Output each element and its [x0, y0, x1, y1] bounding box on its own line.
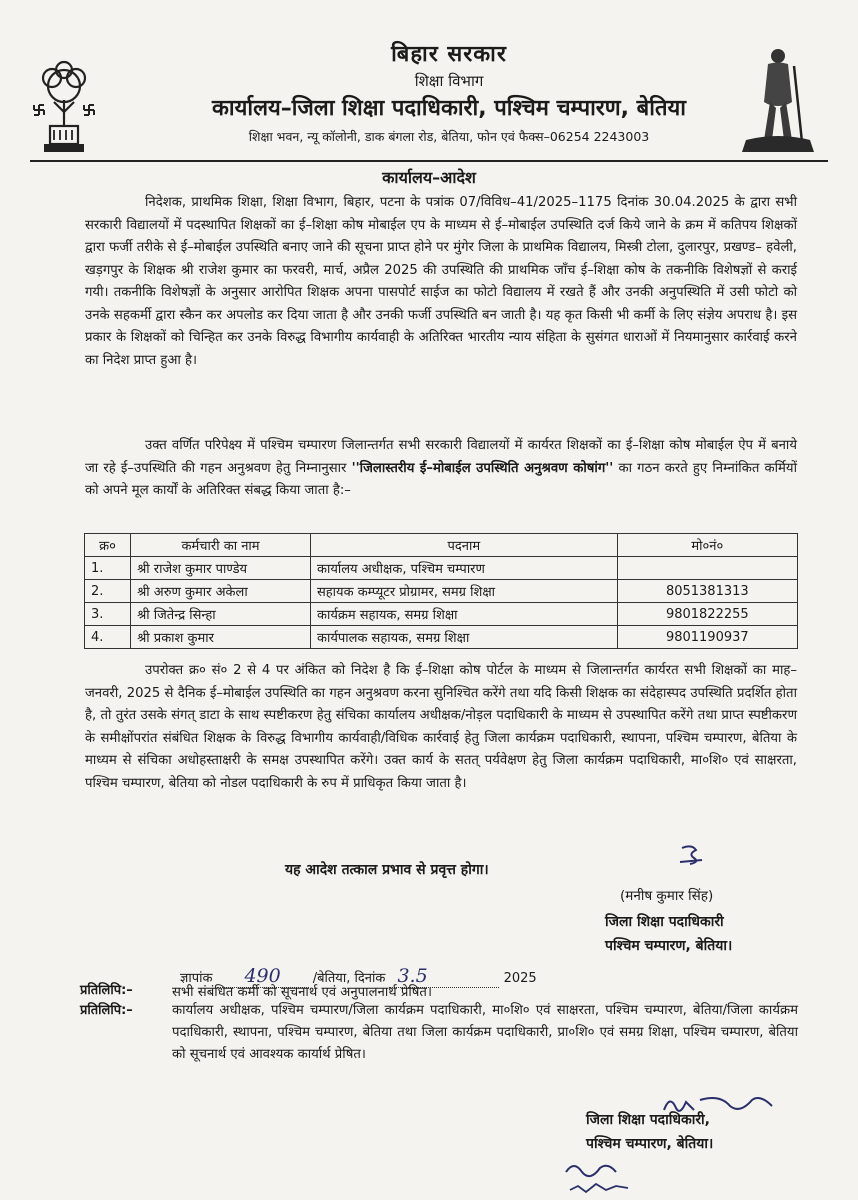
copy-text-1: सभी संबंधित कर्मी को सूचनार्थ एवं अनुपालनार्थ प्रेषित। [172, 985, 432, 1000]
table-row [85, 626, 798, 649]
memo-number: 490 [244, 965, 281, 987]
letterhead [150, 40, 748, 146]
office-name: कार्यालय–जिला शिक्षा पदाधिकारी, पश्चिम चम्पारण, बेतिया [212, 96, 686, 121]
cell-mobile: 9801822255 [617, 603, 797, 626]
effect-statement: यह आदेश तत्काल प्रभाव से प्रवृत्त होगा। [285, 862, 489, 878]
table-row [85, 603, 798, 626]
handwritten-initial-icon [676, 842, 706, 868]
signatory2-place: पश्चिम चम्पारण, बेतिया। [586, 1136, 714, 1152]
memo-label: ज्ञापांक [180, 971, 213, 986]
cell-serial: 3. [85, 603, 131, 626]
cell-name: श्री जितेन्द्र सिन्हा [131, 603, 311, 626]
paragraph-cell-text-2: का गठन करते हुए निम्नांकित कर्मियों को अपने मूल कार्यों के अतिरिक्त संबद्ध किया जाता है:– [85, 460, 797, 498]
cell-designation: कार्यक्रम सहायक, समग्र शिक्षा [310, 603, 617, 626]
order-title: कार्यालय–आदेश [382, 168, 476, 187]
cell-serial: 2. [85, 580, 131, 603]
cell-name-bold: ''जिलास्तरीय ई–मोबाईल उपस्थिति अनुश्रवण कोषांग'' [351, 460, 614, 476]
table-row [85, 580, 798, 603]
cell-mobile: 9801190937 [617, 626, 797, 649]
paragraph-cell-formation [85, 435, 797, 503]
office-address: शिक्षा भवन, न्यू कॉलोनी, डाक बंगला रोड, बेतिया, फोन एवं फैक्स–06254 2243003 [248, 129, 650, 144]
memo-date: 3.5 [397, 965, 428, 987]
paragraph-instructions: उपरोक्त क्र० सं० 2 से 4 पर अंकित को निदेश है कि ई–शिक्षा कोष पोर्टल के माध्यम से जिलान्तर्गत कार्यरत सभी शिक्षकों का माह– जनवरी, 2025 से दैनिक ई–मोबाईल उपस्थिति का गहन अनुश्रवण करना सुनिश्चित करेंगे तथा यदि किसी शिक्षक का संदेहास्पद उपस्थिति प्रदर्शित होता है, तो तुरंत उसके संगत् डाटा के साथ स्पष्टीकरण हेतु संचिका कार्यालय अधीक्षक/नोड़ल पदाधिकारी के माध्यम से उपस्थापित करेंगे तथा प्राप्त स्पष्टीकरण के समीक्षोंपरांत संबंधित शिक्षक के विरुद्ध विभागीय कार्यवाही/विधिक कार्रवाई हेतु जिला कार्यक्रम पदाधिकारी, स्थापना, पश्चिम चम्पारण, बेतिया के माध्यम से संचिका अधोहस्ताक्षरी के समक्ष उपस्थापित करेंगे। उक्त कार्य के सतत् पर्यवेक्षण हेतु जिला कार्यक्रम पदाधिकारी, मा०शि० एवं साक्षरता, पश्चिम चम्पारण, बेतिया को नोडल पदाधिकारी के रुप में प्राधिकृत किया जाता है। [85, 663, 797, 791]
cell-name: श्री राजेश कुमार पाण्डेय [131, 557, 311, 580]
copy-label-2: प्रतिलिपि:– [80, 1003, 133, 1018]
cell-mobile [617, 557, 797, 580]
cell-designation: कार्यपालक सहायक, समग्र शिक्षा [310, 626, 617, 649]
staff-table [84, 533, 798, 649]
table-header-row [85, 534, 798, 557]
cell-designation: कार्यालय अधीक्षक, पश्चिम चम्पारण [310, 557, 617, 580]
bihar-emblem-icon [30, 60, 98, 160]
signatory-post: जिला शिक्षा पदाधिकारी [605, 914, 724, 930]
header-designation: पदनाम [310, 534, 617, 557]
signatory-name: (मनीष कुमार सिंह) [620, 888, 714, 904]
signatory-place: पश्चिम चम्पारण, बेतिया। [605, 938, 733, 954]
memo-year: 2025 [503, 971, 537, 986]
copy-label-1: प्रतिलिपि:– [80, 983, 133, 998]
cell-serial: 1. [85, 557, 131, 580]
receipt-scribble-icon [560, 1158, 650, 1196]
cell-mobile: 8051381313 [617, 580, 797, 603]
copy-text-2: कार्यालय अधीक्षक, पश्चिम चम्पारण/जिला कार्यक्रम पदाधिकारी, मा०शि० एवं साक्षरता, पश्चिम चम्पारण, बेतिया/जिला कार्यक्रम पदाधिकारी, स्थापना, पश्चिम चम्पारण, बेतिया तथा जिला कार्यक्रम पदाधिकारी, प्रा०शि० एवं समग्र शिक्षा, पश्चिम चम्पारण, बेतिया को सूचनार्थ एवं आवश्यक कार्यार्थ प्रेषित। [172, 1003, 798, 1062]
table-row [85, 557, 798, 580]
gandhi-statue-icon [738, 44, 818, 154]
cell-designation: सहायक कम्प्यूटर प्रोग्रामर, समग्र शिक्षा [310, 580, 617, 603]
memo-place-date-label: /बेतिया, दिनांक [312, 971, 386, 986]
header-serial: क्र० [85, 534, 131, 557]
header-name: कर्मचारी का नाम [131, 534, 311, 557]
cell-serial: 4. [85, 626, 131, 649]
header-mobile: मो०नं० [617, 534, 797, 557]
paragraph-cell-text-1: उक्त वर्णित परिपेक्ष्य में पश्चिम चम्पारण जिलान्तर्गत सभी सरकारी विद्यालयों में कार्यरत शिक्षकों का ई–शिक्षा कोष मोबाईल ऐप में बनाये जा रहे ई–उपस्थिति की गहन अनुश्रवण हेतु निम्नानुसार [85, 438, 797, 476]
cell-name: श्री अरुण कुमार अकेला [131, 580, 311, 603]
header-divider [30, 160, 828, 162]
paragraph-background: निदेशक, प्राथमिक शिक्षा, शिक्षा विभाग, बिहार, पटना के पत्रांक 07/विविध–41/2025–1175 दिनांक 30.04.2025 के द्वारा सभी सरकारी विद्यालयों में पदस्थापित शिक्षकों का ई–शिक्षा कोष मोबाईल एप के माध्यम से ई–मोबाईल उपस्थिति दर्ज किये जाने के क्रम में कतिपय शिक्षकों द्वारा फर्जी तरीके से ई–मोबाईल उपस्थिति बनाए जाने की सूचना प्राप्त होने पर मुंगेर जिला के प्राथमिक विद्यालय, मिस्त्री टोला, दुलारपुर, प्रखण्ड– हवेली, खड़गपुर के शिक्षक श्री राजेश कुमार का फरवरी, मार्च, अप्रैल 2025 की उपस्थिति की प्राथमिक जाँच ई–शिक्षा कोष के तकनीकि विशेषज्ञों से कराई गयी। तकनीकि विशेषज्ञों के अनुसार आरोपित शिक्षक अपना पासपोर्ट साईज का फोटो विद्यालय में रखते हैं और उनकी अनुपस्थिति में उसी फोटो को उनके सहकर्मी द्वारा स्कैन कर अपलोड कर दिया जाता है और उनकी फर्जी उपस्थिति बन जाती है। यह कृत किसी भी कर्मी के लिए संज्ञेय अपराध है। इस प्रकार के शिक्षकों को चिन्हित कर उनके विरुद्ध विभागीय कार्यवाही के अतिरिक्त भारतीय न्याय संहिता के सुसंगत धाराओं में नियमानुसार कार्रवाई करने का निदेश प्राप्त हुआ है। [85, 195, 797, 368]
department-name: शिक्षा विभाग [414, 72, 484, 90]
signatory2-post: जिला शिक्षा पदाधिकारी, [586, 1112, 710, 1128]
government-name: बिहार सरकार [391, 42, 507, 67]
cell-name: श्री प्रकाश कुमार [131, 626, 311, 649]
